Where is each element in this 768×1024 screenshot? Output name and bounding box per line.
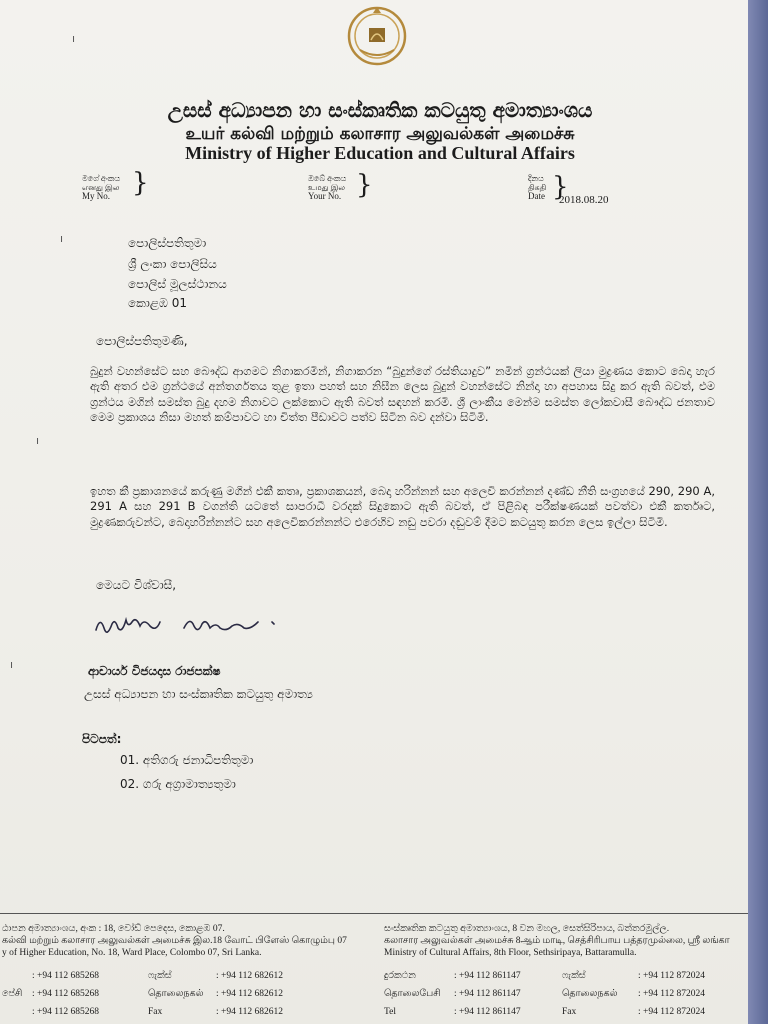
margin-mark: ı	[72, 32, 76, 45]
copy-item-2: 02. ගරු අග්‍රාමාත්‍යතුමා	[120, 777, 236, 791]
signatory-name: ආචාර්ය විජයදාස රාජපක්ෂ	[88, 664, 221, 678]
margin-mark: ı	[36, 434, 40, 447]
sri-lanka-emblem-icon	[346, 4, 408, 66]
my-no-brace: }	[132, 168, 149, 198]
recipient-line-3: පොලිස් මූලස්ථානය	[128, 277, 227, 291]
your-no-block: ඔබේ අංකය உமது இல Your No.	[308, 174, 347, 201]
recipient-line-4: කොළඹ 01	[128, 296, 187, 310]
date-brace: }	[552, 172, 569, 202]
salutation: පොලිස්පතිතුමණි,	[96, 334, 188, 348]
margin-mark: ı	[10, 658, 14, 671]
ministry-name-english: Ministry of Higher Education and Cultural Affairs	[185, 143, 575, 163]
background-edge	[748, 0, 768, 1024]
margin-mark: ı	[60, 232, 64, 245]
ministry-name-sinhala: උසස් අධ්‍යාපන හා සංස්කෘතික කටයුතු අමාත්‍යාංශය	[167, 98, 593, 122]
recipient-line-1: පොලිස්පතිතුමා	[128, 236, 207, 250]
footer-divider	[0, 913, 748, 914]
closing: මෙයට විශ්වාසී,	[96, 578, 177, 592]
copies-label: පිටපත්:	[82, 732, 122, 746]
my-no-block: මගේ අංකය எனது இல My No.	[82, 174, 121, 201]
your-no-brace: }	[356, 170, 373, 200]
body-paragraph-1: බුදුන් වහන්සේට සහ බෞද්ධ ආගමට නිගාකරමින්, නිගාකරන “බුදුන්ගේ රස්තියාදුව” නමින් ග්‍රන්ථයක් ලියා මුද්‍රණය කොට බෙදා හැර ඇති අතර එම ග්‍රන්ථයේ අන්තර්ගතය තුළ ඉතා පහත් සහ නිඝීන ලෙස බුදුන් වහන්සේට නින්දා හා අපහාස සිදු කර ඇති බවත්, එම ග්‍රන්ථය මගින් සමස්ත බුදු දහම නිගාවට ලක්කොට ඇති බවත් සඳහන් කරමි. ශ්‍රී ලාංකීය මෙන්ම සමස්ත ලෝකවාසී බෞද්ධ ජනතාව මෙම ප්‍රකාශය නිසා මහත් කම්පාවට හා චිත්ත පීඩාවට පත්ව සිටින බව දන්වා සිටිමි.	[90, 364, 715, 425]
handwritten-signature	[92, 612, 278, 642]
footer-left-contacts: : +94 112 685268 ෆැක්ස් : +94 112 682612 පේசி : +94 112 685268 தொலைநகல் : +94 112 682612 : +94 112 685268 Fax : +94 112 682612	[2, 971, 284, 1017]
ministry-name-tamil: உயர் கல்வி மற்றும் கலாசார அலுவல்கள் அமைச்சு	[185, 124, 575, 144]
signatory-title: උසස් අධ්‍යාපන හා සංස්කෘතික කටයුතු අමාත්‍ය	[84, 687, 313, 701]
letter-date: 2018.08.20	[559, 194, 609, 206]
copy-item-1: 01. අතිගරු ජනාධිපතිතුමා	[120, 753, 254, 767]
footer-right-address: සංස්කෘතික කටයුතු අමාත්‍යාංශය, 8 වන මහල, සෙත්සිරිපාය, බත්තරමුල්ල. கலாசார அலுவல்கள் அமைச்சு 8ஆம் மாடி, செத்சிரிபாய பத்தரமுல்லை, ஸ்ரீ லங்கா Ministry of Cultural Affairs, 8th Floor, Sethsiripaya, Battaramulla.	[384, 924, 730, 958]
footer-right-contacts: දුරකථන : +94 112 861147 ෆැක්ස් : +94 112 872024 தொலைபேசி : +94 112 861147 தொலைநகல் : +94 112 872024 Tel : +94 112 861147 Fax : +94 112 872024	[384, 971, 706, 1017]
recipient-line-2: ශ්‍රී ලංකා පොලිසිය	[128, 257, 217, 271]
footer-left-address: ඨාපන අමාත්‍යාංශය, අංක : 18, වෝඩ් පෙදෙස, කොළඹ 07. கல்வி மற்றும் கலாசார அலுவல்கள் அமைச்சு இல.18 வோட் பிளேஸ் கொழும்பு 07 y of Higher Education, No. 18, Ward Place, Colombo 07, Sri Lanka.	[2, 924, 347, 958]
body-paragraph-2: ඉහත කී ප්‍රකාශනයේ කරුණු මගින් එකී කතෘ, ප්‍රකාශකයන්, බෙදා හරින්නන් සහ අලෙවි කරන්නන් දණ්ඩ නීති සංග්‍රහයේ 290, 290 A, 291 A සහ 291 B වගන්ති යටතේ සාපරාධී වරදක් සිදුකොට ඇති බවත්, ඒ පිළිබඳ පරීක්ෂණයක් පවත්වා එකී කර්තෘට, මුද්‍රණකරුවන්ට, බෙදාහරින්නන්ට සහ අලෙවිකරන්නන්ට එරෙහිව නඩු පවරා දඬුවම් දීමට කටයුතු කරන ලෙස ඉල්ලා සිටිමි.	[90, 484, 715, 529]
date-block: දිනය திகதி Date	[528, 174, 547, 201]
